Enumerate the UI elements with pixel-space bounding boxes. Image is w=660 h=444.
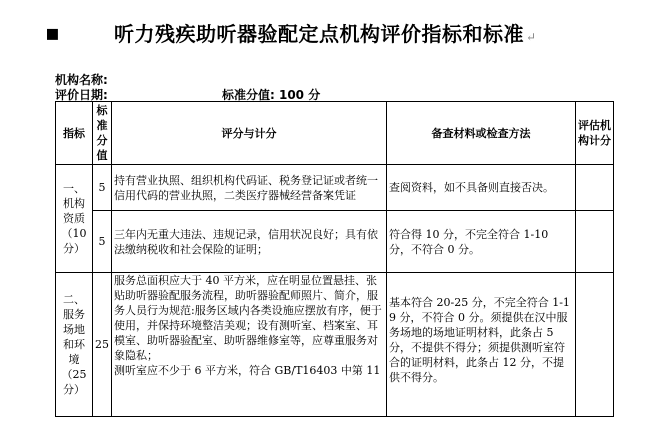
row-score: 25 [93, 273, 112, 417]
row-score: 5 [93, 165, 112, 211]
evaluation-score-cell[interactable] [576, 165, 614, 211]
table-row [56, 211, 614, 273]
indicator-cell [56, 165, 93, 273]
materials-text: 查阅资料，如不具备则直接否决。 [387, 165, 576, 211]
title-bullet: ▪ [45, 20, 60, 46]
materials-text: 基本符合 20-25 分，不完全符合 1-19 分，不符合 0 分。须提供在汉中服务场地的场地证明材料，此条占 5 分，不提供不得分；须提供测听室符合的证明材料，此条占 12 分，不提供不得分。 [387, 273, 576, 417]
evaluation-score-cell[interactable] [576, 273, 614, 417]
scoring-text: 三年内无重大违法、违规记录，信用状况良好；具有依法缴纳税收和社会保险的证明； [112, 211, 387, 273]
header-row [56, 102, 614, 165]
standard-score-label: 标准分值: 100 分 [222, 88, 321, 102]
header-evaluation-score: 评估机构计分 [576, 102, 614, 165]
document-title [114, 18, 537, 47]
row-score: 5 [93, 211, 112, 273]
indicator-score: （10 分） [61, 227, 87, 255]
indicator-title: 一、机构资质 [63, 182, 85, 225]
scoring-body: 服务总面积应大于 40 平方米，应在明显位置悬挂、张贴助听器验配服务流程，助听器验配师照片、简介，服务人员行为规范:服务区域内各类设施应摆放有序，便于使用，并保持环境整洁美观；设有测听室、档案室、耳模室、助听器验配室、助听器维修室等，应尊重服务对象隐私； [114, 274, 382, 362]
scoring-text [112, 273, 387, 417]
paragraph-mark-icon: ↵ [526, 30, 537, 44]
header-standard-score: 标准分值 [93, 102, 112, 165]
header-scoring: 评分与计分 [112, 102, 387, 165]
header-indicator: 指标 [56, 102, 93, 165]
evaluation-score-cell[interactable] [576, 211, 614, 273]
indicator-title: 二、服务场地和环境 [63, 293, 85, 366]
scoring-tail: 测听室应不少于 6 平方米，符合 GB/T16403 中第 11 [114, 364, 381, 377]
materials-text: 符合得 10 分，不完全符合 1-10 分，不符合 0 分。 [387, 211, 576, 273]
institution-name-label: 机构名称: [55, 73, 108, 87]
indicator-score: （25 分） [61, 368, 87, 396]
evaluation-date-label: 评价日期: [55, 88, 108, 102]
indicator-cell [56, 273, 93, 417]
table-row [56, 273, 614, 417]
title-text: 听力残疾助听器验配定点机构评价指标和标准 [114, 22, 524, 46]
table-row [56, 165, 614, 211]
scoring-text: 持有营业执照、组织机构代码证、税务登记证或者统一信用代码的营业执照，二类医疗器械经营备案凭证 [112, 165, 387, 211]
header-materials: 备查材料或检查方法 [387, 102, 576, 165]
evaluation-table [55, 101, 614, 417]
